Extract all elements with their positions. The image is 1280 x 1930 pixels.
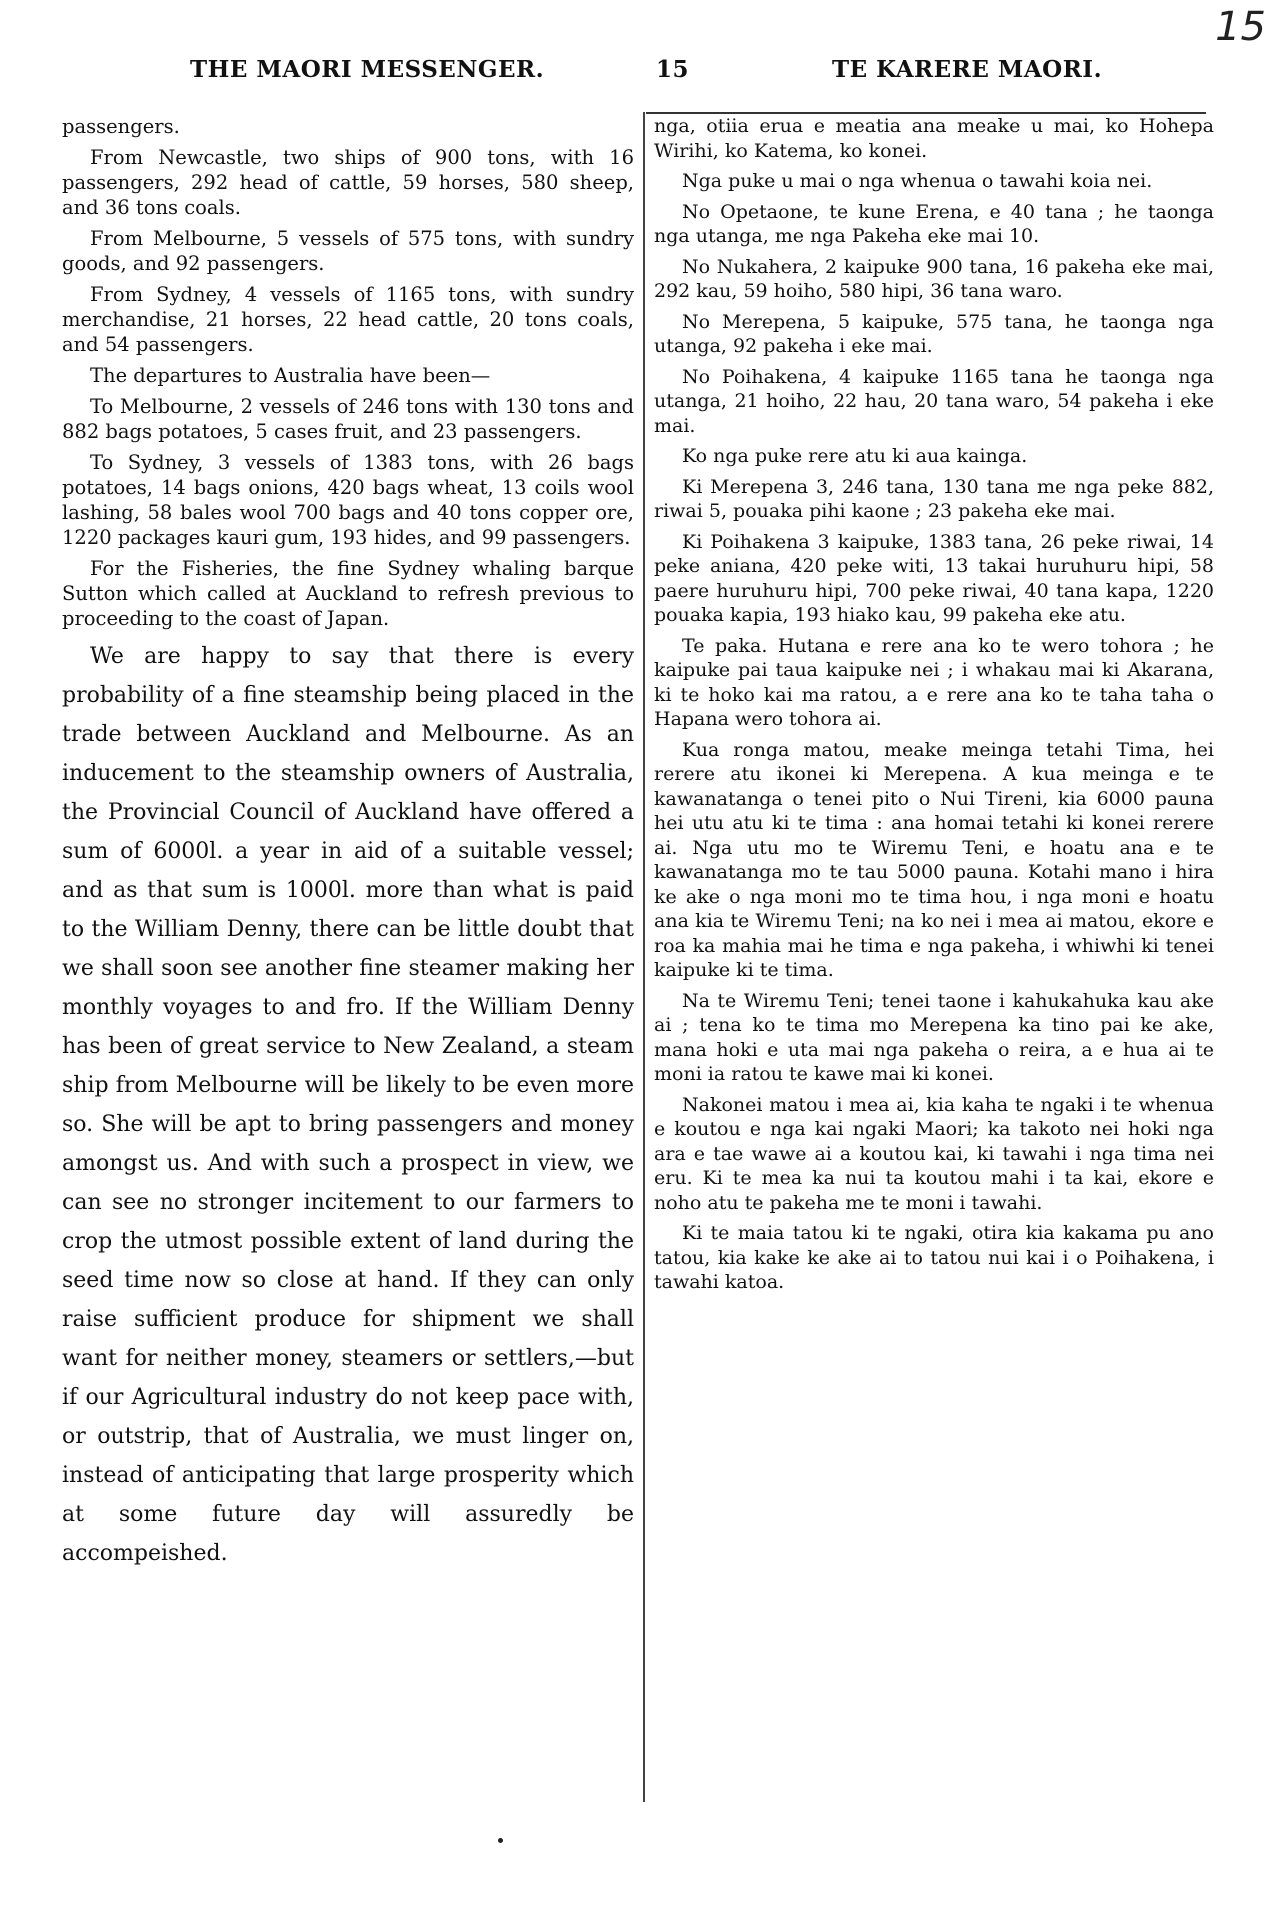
english-paragraph: From Melbourne, 5 vessels of 575 tons, with sundry goods, and 92 passengers. <box>62 227 634 275</box>
maori-paragraph: No Merepena, 5 kaipuke, 575 tana, he taonga nga utanga, 92 pakeha i eke mai. <box>654 310 1214 357</box>
maori-paragraph: No Poihakena, 4 kaipuke 1165 tana he taonga nga utanga, 21 hoiho, 22 hau, 20 tana waro, 54 pakeha i eke mai. <box>654 365 1214 437</box>
maori-column <box>654 114 1214 1301</box>
maori-paragraph: Ki Poihakena 3 kaipuke, 1383 tana, 26 peke riwai, 14 peke aniana, 420 peke witi, 13 takai huruhuru hipi, 58 paere huruhuru hipi, 700 peke riwai, 40 tana kapa, 1220 pouaka kapia, 193 hiako kau, 99 pakeha eke atu. <box>654 530 1214 626</box>
handwritten-page-mark: 15 <box>1215 4 1266 50</box>
header-english-title: THE MAORI MESSENGER. <box>190 56 545 83</box>
header-page-number: 15 <box>656 56 690 83</box>
maori-paragraph: No Opetaone, te kune Erena, e 40 tana ; he taonga nga utanga, me nga Pakeha eke mai 10. <box>654 200 1214 247</box>
english-column <box>62 114 634 1573</box>
english-paragraph: To Sydney, 3 vessels of 1383 tons, with 26 bags potatoes, 14 bags onions, 420 bags wheat, 13 coils wool lashing, 58 bales wool 700 bags and 40 tons copper ore, 1220 packages kauri gum, 193 hides, and 99 passengers. <box>62 451 634 549</box>
footer-dot <box>498 1838 503 1843</box>
running-header <box>0 56 1280 96</box>
header-maori-title: TE KARERE MAORI. <box>832 56 1103 83</box>
english-paragraph: To Melbourne, 2 vessels of 246 tons with 130 tons and 882 bags potatoes, 5 cases fruit, and 23 passengers. <box>62 395 634 443</box>
english-editorial-paragraph: We are happy to say that there is every probability of a fine steamship being placed in the trade between Auckland and Melbourne. As an inducement to the steamship owners of Australia, the Provincial Council of Auckland have offered a sum of 6000l. a year in aid of a suitable vessel; and as that sum is 1000l. more than what is paid to the William Denny, there can be little doubt that we shall soon see another fine steamer making her monthly voyages to and fro. If the William Denny has been of great service to New Zealand, a steam ship from Melbourne will be likely to be even more so. She will be apt to bring passengers and money amongst us. And with such a prospect in view, we can see no stronger incitement to our farmers to crop the utmost possible extent of land during the seed time now so close at hand. If they can only raise sufficient produce for shipment we shall want for neither money, steamers or settlers,—but if our Agricultural industry do not keep pace with, or outstrip, that of Australia, we must linger on, instead of anticipating that large prosperity which at some future day will assuredly be accompeished. <box>62 644 634 1566</box>
maori-paragraph: Ko nga puke rere atu ki aua kainga. <box>682 445 1028 467</box>
maori-paragraph: Kua ronga matou, meake meinga tetahi Tima, hei rerere atu ikonei ki Merepena. A kua meinga e te kawanatanga o tenei pito o Nui Tireni, kia 6000 pauna hei utu atu ki te tima : ana homai tetahi ki konei rerere ai. Nga utu mo te Wiremu Teni, e hoatu ana e te kawanatanga mo te tau 5000 pauna. Kotahi mano i hira ke ake o nga moni mo te tima hou, i nga moni e hoatu ana kia te Wiremu Teni; na ko nei i mea ai matou, ekore e roa ka mahia mai he tima e nga pakeha, i whiwhi ki tenei kaipuke ki te tima. <box>654 738 1214 981</box>
maori-paragraph: Nga puke u mai o nga whenua o tawahi koia nei. <box>682 170 1153 192</box>
maori-paragraph: nga, otiia erua e meatia ana meake u mai, ko Hohepa Wirihi, ko Katema, ko konei. <box>654 115 1214 162</box>
english-paragraph: From Newcastle, two ships of 900 tons, with 16 passengers, 292 head of cattle, 59 horses, 580 sheep, and 36 tons coals. <box>62 146 634 219</box>
english-paragraph: For the Fisheries, the fine Sydney whaling barque Sutton which called at Auckland to refresh previous to proceeding to the coast of Japan. <box>62 557 634 630</box>
maori-paragraph: Nakonei matou i mea ai, kia kaha te ngaki i te whenua e koutou e nga kai ngaki Maori; ka takoto nei hoki nga ara e tae wawe ai a koutou kai, ki tawahi i nga tima nei eru. Ki te mea ka nui ta koutou mahi i ta kai, ekore e noho atu te pakeha me te moni i tawahi. <box>654 1093 1214 1214</box>
english-paragraph: passengers. <box>62 115 180 138</box>
maori-paragraph: Te paka. Hutana e rere ana ko te wero tohora ; he kaipuke pai taua kaipuke nei ; i whakau mai ki Akarana, ki te hoko kai ma ratou, a e rere ana ko te taha taha o Hapana wero tohora ai. <box>654 634 1214 730</box>
maori-paragraph: Na te Wiremu Teni; tenei taone i kahukahuka kau ake ai ; tena ko te tima mo Merepena ka tino pai ke ake, mana hoki e uta mai nga pakeha o reira, a e hua ai te moni ia ratou te kawe mai ki konei. <box>654 989 1214 1085</box>
column-divider <box>643 112 645 1802</box>
english-paragraph: The departures to Australia have been— <box>90 364 491 387</box>
maori-paragraph: Ki te maia tatou ki te ngaki, otira kia kakama pu ano tatou, kia kake ke ake ai to tatou nui kai i o Poihakena, i tawahi katoa. <box>654 1222 1214 1293</box>
english-paragraph: From Sydney, 4 vessels of 1165 tons, with sundry merchandise, 21 horses, 22 head cattle, 20 tons coals, and 54 passengers. <box>62 283 634 356</box>
maori-paragraph: No Nukahera, 2 kaipuke 900 tana, 16 pakeha eke mai, 292 kau, 59 hoiho, 580 hipi, 36 tana waro. <box>654 255 1214 302</box>
maori-paragraph: Ki Merepena 3, 246 tana, 130 tana me nga peke 882, riwai 5, pouaka pihi kaone ; 23 pakeha eke mai. <box>654 475 1214 522</box>
